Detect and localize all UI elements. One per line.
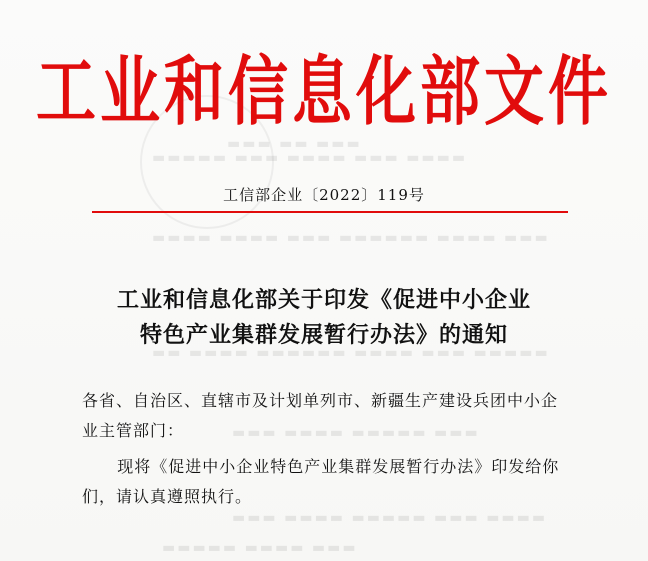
notice-title-line-1: 工业和信息化部关于印发《促进中小企业 [116,287,531,313]
red-separator-line [92,211,568,213]
ghost-text-line: ▬▬▬▬▬ ▬▬▬ ▬▬▬▬ ▬▬▬▬▬▬ ▬▬▬▬ ▬▬ [150,345,548,361]
ghost-text-line: ▬▬▬▬ ▬▬▬ ▬▬▬▬ ▬▬▬ ▬▬▬▬▬ [150,150,466,166]
ghost-text-line: ▬▬▬ ▬▬▬▬ ▬▬▬▬▬▬ ▬▬▬ ▬▬▬▬ ▬▬▬▬ [150,230,548,246]
body-paragraph: 现将《促进中小企业特色产业集群发展暂行办法》印发给你们，请认真遵照执行。 [82,457,560,506]
ghost-text-line: ▬▬▬ ▬▬▬▬ ▬▬▬▬▬ [160,540,356,556]
notice-title-line-2: 特色产业集群发展暂行办法》的通知 [139,322,508,348]
document-number: 工信部企业〔2022〕119号 [223,186,425,204]
document-header-title: 工业和信息化部文件 [36,48,612,137]
ghost-text-line: ▬▬▬▬ ▬▬▬ ▬▬▬▬▬ ▬▬▬▬ ▬▬▬ [230,510,546,526]
ghost-text-line: ▬▬▬ ▬▬ ▬▬▬ [225,136,360,152]
ghost-text-line: ▬▬▬ ▬▬▬▬▬ ▬▬▬▬ ▬▬▬ [230,425,478,441]
recipients-text: 各省、自治区、直辖市及计划单列市、新疆生产建设兵团中小企业主管部门： [82,391,559,440]
